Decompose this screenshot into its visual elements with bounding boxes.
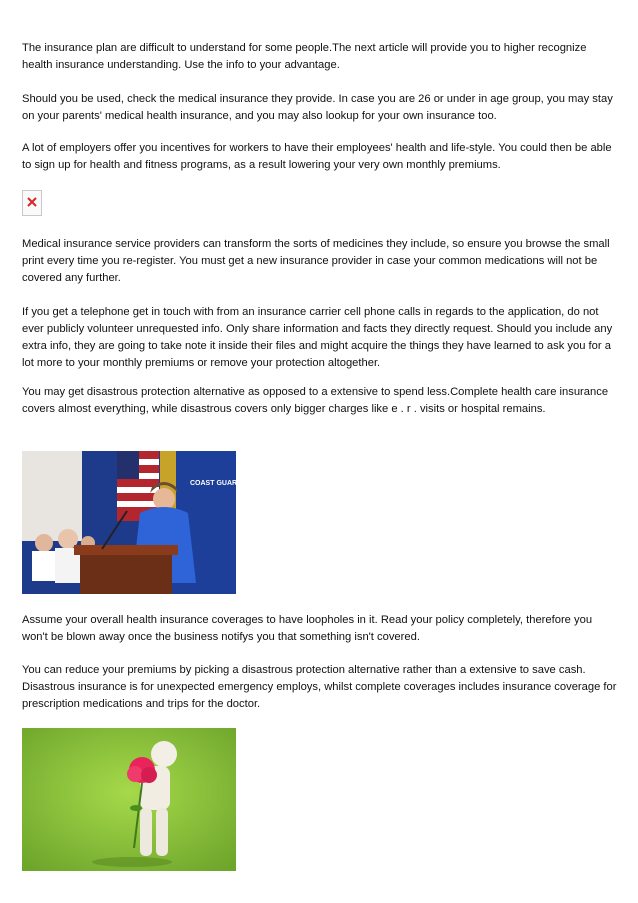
- speaker-photo: [22, 451, 280, 594]
- paragraph-8: You can reduce your premiums by picking a disastrous protection alternative rather than a extensive to save cash. Disastrous insurance is for unexpected emergency employs, whilst complete coverages includes insurance coverage for prescription medications and trips for the doctor.: [22, 664, 617, 710]
- paragraph-7: Assume your overall health insurance coverages to have loopholes in it. Read your policy completely, therefore you won't be blown away once the business notifys you that something isn't covered.: [22, 614, 593, 643]
- broken-image-placeholder: [22, 190, 42, 216]
- paragraph-6: You may get disastrous protection alternative as opposed to a extensive to spend less.Complete health care insurance covers almost everything, while disastrous covers only bigger charges like e . r . visits or hospital remains.: [22, 386, 609, 415]
- broken-image-icon: [26, 196, 38, 208]
- sign-text: COAST GUARD ACADEMY: [190, 480, 280, 487]
- paragraph-1: The insurance plan are difficult to understand for some people.The next article will provide you to higher recognize health insurance understanding. Use the info to your advantage.: [22, 42, 587, 71]
- paragraph-5: If you get a telephone get in touch with from an insurance carrier cell phone calls in regards to the application, do not ever publicly volunteer unrequested info. Only share information and facts they directly request. Should you include any extra info, they are going to take note it inside their files and might acquire the things they have learned to ask you for a lot more to your monthly premiums or remove your protection altogether.: [22, 306, 613, 369]
- paragraph-4: Medical insurance service providers can transform the sorts of medicines they include, so ensure you browse the small print every time you re-register. You must get a new insurance provider in case your common medications will not be covered any further.: [22, 238, 610, 284]
- paragraph-3: A lot of employers offer you incentives for workers to have their employees' health and life-style. You could then be able to sign up for health and fitness programs, as a result lowering your very own monthly premiums.: [22, 142, 612, 171]
- paper-figure-photo: [22, 728, 236, 871]
- paragraph-2: Should you be used, check the medical insurance they provide. In case you are 26 or under in age group, you may stay on your parents' medical health insurance, and you may also lookup for your own insurance too.: [22, 93, 613, 122]
